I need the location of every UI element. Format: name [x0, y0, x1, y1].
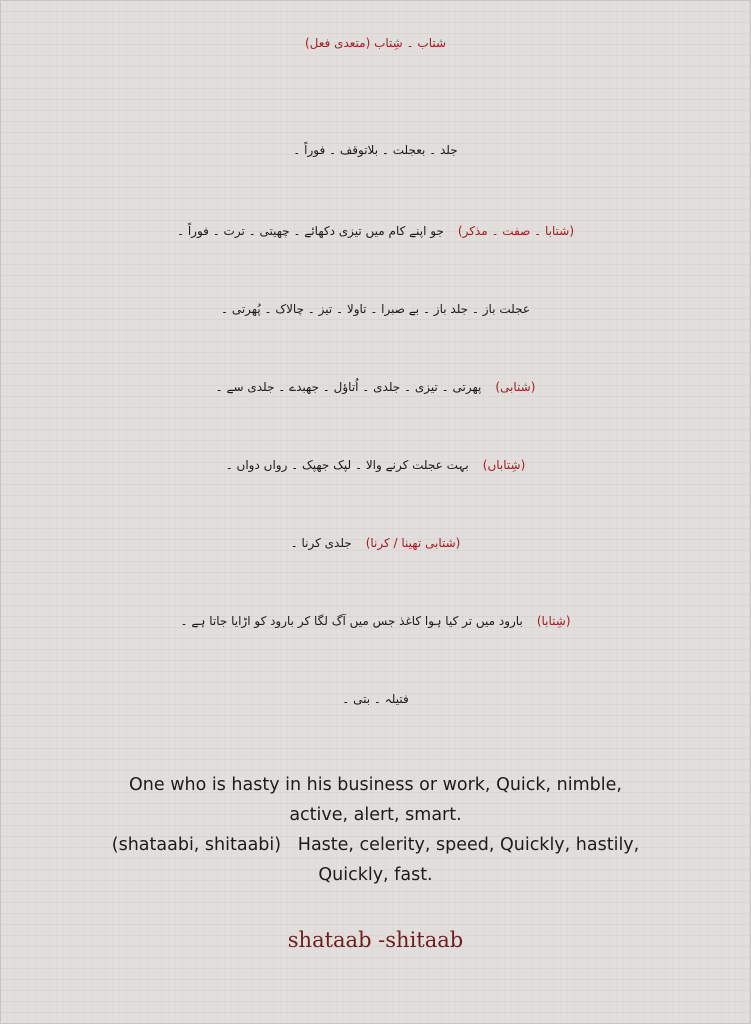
urdu-line-4-text: پھرتی ۔ تیزی ۔ جلدی ۔ اُتاؤل ۔ جھبدے ۔ جلدی سے ۔	[215, 380, 482, 394]
page-title: شتاب ۔ شِتاب (متعدی فعل)	[304, 36, 447, 50]
urdu-line-3	[0, 302, 751, 316]
urdu-line-5	[0, 458, 751, 472]
romanization: shataab -shitaab	[287, 928, 464, 952]
urdu-line-5-label: (شِتاباں)	[482, 458, 526, 472]
urdu-line-2	[0, 224, 751, 238]
urdu-line-3-text: عجلت باز ۔ جلد باز ۔ بے صبرا ۔ تاولا ۔ تیز ۔ چالاک ۔ پُھرتی ۔	[220, 302, 531, 316]
english-line-4: Quickly, fast.	[318, 865, 433, 885]
urdu-line-6	[0, 536, 751, 550]
urdu-line-8-text: فتیلہ ۔ بتی ۔	[342, 692, 409, 706]
urdu-line-7-text: بارود میں تر کیا ہوا کاغذ جس میں آگ لگا کر بارود کو اڑایا جاتا ہے ۔	[180, 614, 523, 628]
english-line-1: One who is hasty in his business or work, Quick, nimble,	[129, 775, 622, 795]
urdu-line-7-label: (شِتابا)	[536, 614, 571, 628]
english-line-2: active, alert, smart.	[289, 805, 462, 825]
urdu-line-2-label: (شتابا ۔ صفت ۔ مذکر)	[457, 224, 575, 238]
english-line-3: (shataabi, shitaabi) Haste, celerity, speed, Quickly, hastily,	[111, 835, 640, 855]
urdu-line-6-label: (شتابی تھینا / کرنا)	[365, 536, 461, 550]
urdu-line-5-text: بہت عجلت کرنے والا ۔ لپک جھپک ۔ رواں دواں ۔	[225, 458, 469, 472]
urdu-line-4	[0, 380, 751, 394]
urdu-line-7	[0, 614, 751, 628]
urdu-line-4-label: (شتابی)	[495, 380, 536, 394]
urdu-line-8	[0, 692, 751, 706]
urdu-line-1-text: جلد ۔ بعجلت ۔ بلاتوقف ۔ فوراً ۔	[293, 143, 458, 157]
urdu-line-6-text: جلدی کرنا ۔	[290, 536, 352, 550]
english-translation	[40, 770, 711, 890]
urdu-line-2-text: جو اپنے کام میں تیزی دکھائے ۔ چھیتی ۔ ترت ۔ فوراً ۔	[176, 224, 444, 238]
urdu-line-1	[0, 143, 751, 157]
